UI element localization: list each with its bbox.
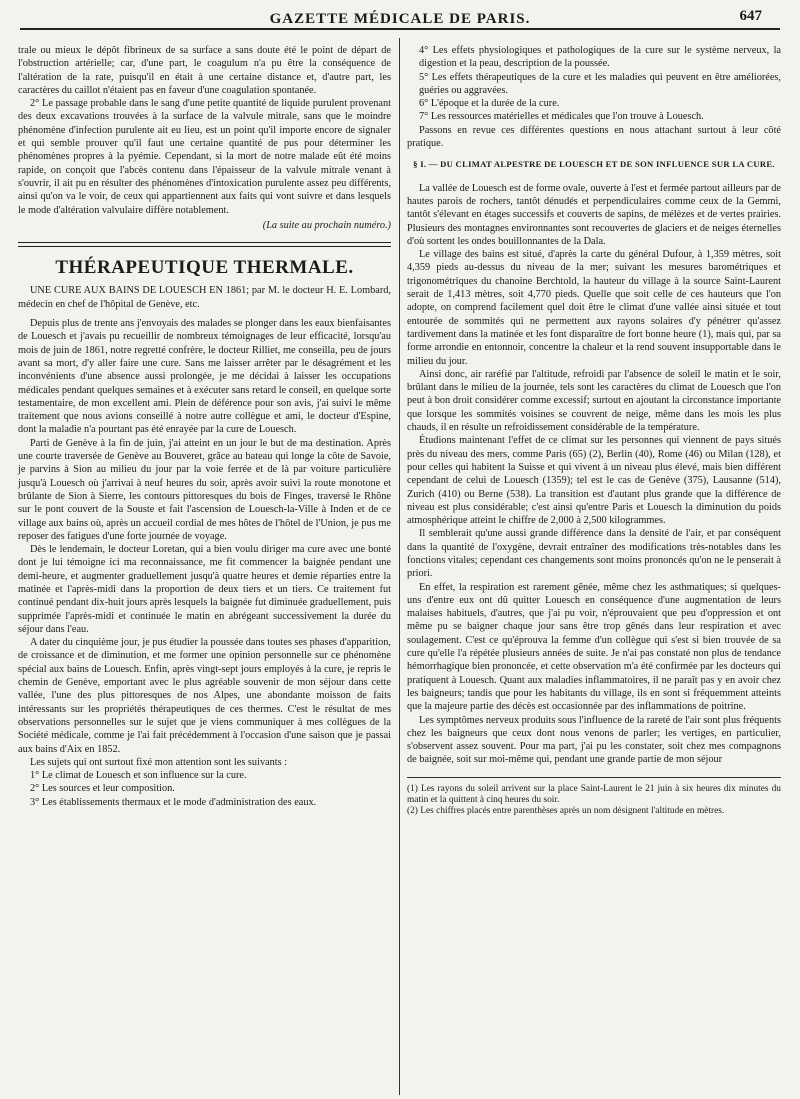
column-divider	[399, 38, 400, 1095]
list-item: 3° Les établissements thermaux et le mode d'administration des eaux.	[30, 796, 317, 808]
paragraph: En effet, la respiration est rarement gênée, même chez les asthmatiques; si quelques-uns d'entre eux ont dû quitter Louesch en conséquence d'une augmentation de leurs malaises habituels, d'autres, que j'ai pu voir, n'éprouvaient que peu d'oppression et ont même pu se baigner chaque jour sans être trop gênés dans leur respiration et avec soulagement. C'est ce qu'éprouva la femme d'un collègue qui s'est si bien trouvée de sa cure qu'elle l'a répétée plusieurs années de suite. Je n'ai pas constaté non plus de tendance hémorrhagique bien prononcée, et cette observation m'a été confirmée par les docteurs qui pratiquent à Louesch. Quant aux maladies inflammatoires, il ne paraît pas y en avoir chez les baigneurs; tandis que pour les habitants du village, ils en sont si fréquemment atteints que la majeure partie des décès est occasionnée par des inflammations de poitrine.	[407, 581, 781, 713]
list-item: 7° Les ressources matérielles et médicales que l'on trouve à Louesch.	[419, 111, 704, 123]
paragraph: Parti de Genève à la fin de juin, j'ai atteint en un jour le but de ma destination. Après une courte traversée de Genève au Bouveret, grâce au bateau qui longe la côte de Savoie, je parvins à Sion au milieu du jour par la voie ferrée et de là par voiture particulière jusqu'à Louesch où j'arrivai à neuf heures du soir, après avoir suivi la route monotone et brûlante de Sion à Sierre, les contours pittoresques du bois de Finges, traversé le Rhône sur le pont couvert de la Souste et fait l'ascension de Louesch-la-Ville à Inden et de ce village aux bains où, après un accueil cordial de mes hôtes de l'hôtel de l'Union, je pus me reposer des fatigues d'une forte journée de voyage.	[18, 437, 391, 542]
paragraph: Le village des bains est situé, d'après la carte du général Dufour, à 1,359 mètres, soit 4,359 pieds au-dessus du niveau de la mer; suivant les mesures barométriques et trigonométriques du chanoine Berchtold, la hauteur du village à la source Saint-Laurent serait de 1,413 mètres, soit 4,770 pieds. Quelle que soit celle de ces hauteurs que l'on adopte, on comprend facilement quel doit être le climat d'une vallée ainsi située et tout entourée de sommités qui ne permettent aux rayons solaires d'y pénétrer qu'assez tardivement dans la matinée et les font disparaître de fort bonne heure (1), mais qui, par sa forme arrondie en entonnoir, concentre la chaleur et la rend souvent insupportable dans le milieu du jour.	[407, 249, 781, 367]
topic-list	[18, 769, 391, 809]
list-item: 1° Le climat de Louesch et son influence sur la cure.	[30, 770, 247, 782]
paragraph: La vallée de Louesch est de forme ovale, ouverte à l'est et fermée partout ailleurs par de hautes parois de rochers, tantôt dénudés et perpendiculaires comme ceux de la Gemmi, tantôt s'élevant en étages successifs et couverts de sapins, de mélèzes et de vertes prairies. Plusieurs des montagnes environnantes sont recouvertes de glaciers et de neiges éternelles d'où sortent les ondes bouillonnantes de la Dala.	[407, 182, 781, 247]
list-item: 4° Les effets physiologiques et pathologiques de la cure sur le système nerveux, la digestion et la peau, description de la poussée.	[419, 45, 781, 70]
right-column	[407, 44, 781, 817]
paragraph: A dater du cinquième jour, je pus étudier la poussée dans toutes ses phases d'apparition, de croissance et de diminution, et me former une opinion personnelle sur ce phénomène spécial aux bains de Louesch. Enfin, après vingt-sept jours employés à la cure, je repris le chemin de Genève, emportant avec le plus agréable souvenir de mon séjour dans cette vallée, l'une des plus pittoresques de nos Alpes, une abondante moisson de faits intéressants sur les propriétés thérapeutiques de ces thermes. C'est le résultat de mes observations personnelles sur le sujet que je viens communiquer à mes collègues de la Société médicale, comme je l'ai fait précédemment à l'occasion d'une saison que je passai aux bains d'Aix en 1852.	[18, 637, 391, 755]
footnote: (2) Les chiffres placés entre parenthèses après un nom désignent l'altitude en mètres.	[407, 806, 725, 817]
page-header	[20, 6, 780, 30]
section-title: THÉRAPEUTIQUE THERMALE.	[55, 257, 354, 279]
paragraph: Les sujets qui ont surtout fixé mon attention sont les suivants :	[30, 756, 288, 768]
page-number: 647	[739, 8, 762, 24]
paragraph: 2° Le passage probable dans le sang d'une petite quantité de liquide purulent provenant des deux excavations trouvées à la surface de la valvule mitrale, sans que le moindre phénomène d'infection purulente ait eu lieu, est un point qu'il importe encore de signaler et qui semble prouver qu'il faut une certaine quantité de pus pour déterminer les phénomènes propres à la pyémie. Cependant, si la mort de notre malade eût été moins rapide, on conçoit que l'abcès contenu dans l'épaisseur de la valvule mitrale venant à s'ouvrir, il ait pu en résulter des phénomènes d'intoxication purulente assez peu différents, ainsi qu'on va le voir, de ceux qui appartiennent aux faits qui vont suivre et dans lesquels le mode d'altération valvulaire diffère notablement.	[18, 98, 391, 216]
paragraph: Étudions maintenant l'effet de ce climat sur les personnes qui viennent de pays situés près du niveau des mers, comme Paris (65) (2), Berlin (40), Rome (46) ou Milan (128), et pour celles qui habitent la Suisse et qui vivent à un niveau plus élevé, mais bien différent cependant de celui de Louesch (1359); tel est le cas de Genève (375), Lausanne (514), Zurich (410) ou Berne (538). La transition est d'autant plus grande que la différence de niveau est plus considérable; c'est ainsi qu'entre Paris et Louesch la diminution du poids atmosphérique atteint le chiffre de 2,000 à 2,500 kilogrammes.	[407, 435, 781, 527]
paragraph: Ainsi donc, air raréfié par l'altitude, refroidi par l'absence de soleil le matin et le soir, brûlant dans le milieu de la journée, tels sont les caractères du climat de Louesch que l'on peut à bon droit considérer comme excessif; surtout en ajoutant la circonstance importante que lorsque les sommités voisines se couvrent de neige, même dans les mois les plus chauds, il en résulte un refroidissement considérable de la température.	[407, 368, 781, 434]
paragraph: Il semblerait qu'une aussi grande différence dans la densité de l'air, et par conséquent dans la quantité de l'oxygène, devrait entraîner des modifications très-notables dans les fonctions vitales; cependant ces changements sont moins prononcés qu'on ne le penserait à priori.	[407, 528, 781, 580]
article-title: UNE CURE AUX BAINS DE LOUESCH EN 1861; par M. le docteur H. E. Lombard, médecin en chef de l'hôpital de Genève, etc.	[18, 285, 391, 310]
paragraph: Passons en revue ces différentes questions en nous attachant surtout à leur côté pratique.	[407, 124, 781, 150]
left-column	[18, 44, 391, 809]
list-item: 6° L'époque et la durée de la cure.	[419, 98, 560, 110]
topic-list-continued	[407, 44, 781, 124]
paragraph: Depuis plus de trente ans j'envoyais des malades se plonger dans les eaux bienfaisantes de Louesch et j'avais pu recueillir de nombreux témoignages de leur efficacité, lorsqu'au mois de juin de 1861, notre regretté confrère, le docteur Rilliet, me conseilla, peu de jours avant sa mort, d'y aller faire une cure. Sans me laisser arrêter par le désagrément et les inconvénients d'une absence aussi prolongée, je me décidai à laisser les occupations médicales pendant quelques semaines et à exécuter sans retard le conseil, en quelque sorte testamentaire, de mon excellent ami. Plein de déférence pour son avis, j'ai suivi le même traitement que nous avions conseillé à notre autre collègue et ami, le docteur d'Espine, dont la maladie n'a pourtant pas été enrayée par la cure de Louesch.	[18, 318, 391, 436]
paragraph: Dès le lendemain, le docteur Loretan, qui a bien voulu diriger ma cure avec une bonté dont je lui témoigne ici ma reconnaissance, me fit commencer la baignée pendant une demi-heure, et augmenter graduellement jusqu'à quatre heures et demie réparties entre la matinée et l'après-midi dans la proportion de deux tiers et un tiers. Ce traitement fut continué pendant dix-huit jours après lesquels la baignée fut diminuée graduellement, puis supprimée l'après-midi et continuée le matin en abrégeant successivement la durée du séjour dans l'eau.	[18, 544, 391, 635]
section-heading: § I. — DU CLIMAT ALPESTRE DE LOUESCH ET DE SON INFLUENCE SUR LA CURE.	[413, 159, 775, 170]
list-item: 2° Les sources et leur composition.	[30, 783, 175, 795]
paragraph: trale ou mieux le dépôt fibrineux de sa surface a sans doute été le point de départ de l'obstruction artérielle; car, d'une part, le coagulum n'a pu être la conséquence de l'altération de la rate, puisqu'il en était à une certaine distance et, d'autre part, les caractères du caillot n'étaient pas en faveur d'une coagulation spontanée.	[18, 45, 391, 96]
footnotes	[407, 777, 781, 818]
paragraph: Les symptômes nerveux produits sous l'influence de la rareté de l'air sont plus fréquents chez les baigneurs que ceux dont nous venons de parler; les vertiges, en particulier, s'observent assez souvent. Pour ma part, j'ai pu les constater, soit chez mes compagnons de baignée, soit sur moi-même qui, pendant une grande partie de mon séjour	[407, 714, 782, 766]
list-item: 5° Les effets thérapeutiques de la cure et les maladies qui peuvent en être améliorées, guéries ou aggravées.	[419, 71, 781, 96]
footnote: (1) Les rayons du soleil arrivent sur la place Saint-Laurent le 21 juin à six heures dix minutes du matin et la quittent à cinq heures du soir.	[407, 783, 781, 805]
continuation-note: (La suite au prochain numéro.)	[262, 219, 391, 231]
section-separator	[18, 242, 391, 247]
journal-title: GAZETTE MÉDICALE DE PARIS.	[269, 11, 531, 27]
